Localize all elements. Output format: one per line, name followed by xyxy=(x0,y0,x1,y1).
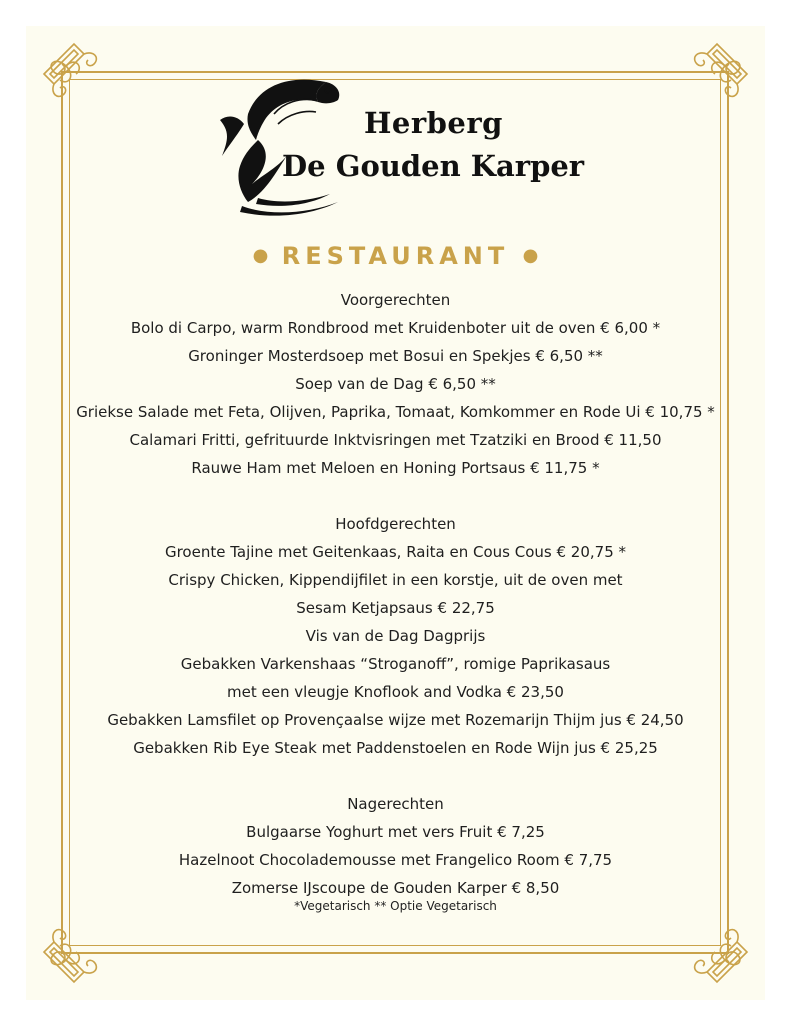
menu-list xyxy=(26,286,765,913)
menu-item: Hazelnoot Chocolademousse met Frangelico Room € 7,75 xyxy=(178,851,613,869)
corner-ornament-icon xyxy=(685,40,751,106)
menu-item: Vis van de Dag Dagprijs xyxy=(305,627,486,645)
menu-item: Crispy Chicken, Kippendijfilet in een korstje, uit de oven met xyxy=(168,571,623,589)
section-title-text: RESTAURANT xyxy=(281,242,510,270)
bullet-icon: ● xyxy=(522,245,539,266)
menu-item: Groente Tajine met Geitenkaas, Raita en Cous Cous € 20,75 * xyxy=(164,543,627,561)
menu-item: Bulgaarse Yoghurt met vers Fruit € 7,25 xyxy=(246,823,545,841)
menu-item: Sesam Ketjapsaus € 22,75 xyxy=(296,599,495,617)
logo-line-name: De Gouden Karper xyxy=(282,149,585,183)
restaurant-logo xyxy=(218,74,585,219)
menu-item: Zomerse IJscoupe de Gouden Karper € 8,50 xyxy=(231,879,560,897)
menu-item: Gebakken Varkenshaas “Stroganoff”, romige Paprikasaus xyxy=(180,655,611,673)
menu-item: Calamari Fritti, gefrituurde Inktvisringen met Tzatziki en Brood € 11,50 xyxy=(129,431,662,449)
corner-ornament-icon xyxy=(40,40,106,106)
logo-line-herberg: Herberg xyxy=(364,106,503,140)
footnote: *Vegetarisch ** Optie Vegetarisch xyxy=(294,899,497,913)
carp-fish-icon xyxy=(218,74,348,219)
bullet-icon: ● xyxy=(252,245,269,266)
corner-ornament-icon xyxy=(685,920,751,986)
menu-item: Rauwe Ham met Meloen en Honing Portsaus € 11,75 * xyxy=(191,459,600,477)
section-title xyxy=(26,242,765,270)
menu-item: Griekse Salade met Feta, Olijven, Paprika, Tomaat, Komkommer en Rode Ui € 10,75 * xyxy=(76,403,715,421)
menu-item: Groninger Mosterdsoep met Bosui en Spekjes € 6,50 ** xyxy=(188,347,603,365)
category-heading-voorgerechten: Voorgerechten xyxy=(340,291,451,309)
category-heading-hoofdgerechten: Hoofdgerechten xyxy=(335,515,456,533)
menu-item: Gebakken Rib Eye Steak met Paddenstoelen en Rode Wijn jus € 25,25 xyxy=(133,739,658,757)
menu-item: met een vleugje Knoflook and Vodka € 23,50 xyxy=(227,683,564,701)
menu-item: Gebakken Lamsfilet op Provençaalse wijze met Rozemarijn Thijm jus € 24,50 xyxy=(107,711,684,729)
category-heading-nagerechten: Nagerechten xyxy=(347,795,444,813)
corner-ornament-icon xyxy=(40,920,106,986)
menu-item: Bolo di Carpo, warm Rondbrood met Kruidenboter uit de oven € 6,00 * xyxy=(130,319,661,337)
menu-page xyxy=(26,26,765,1000)
menu-item: Soep van de Dag € 6,50 ** xyxy=(295,375,496,393)
